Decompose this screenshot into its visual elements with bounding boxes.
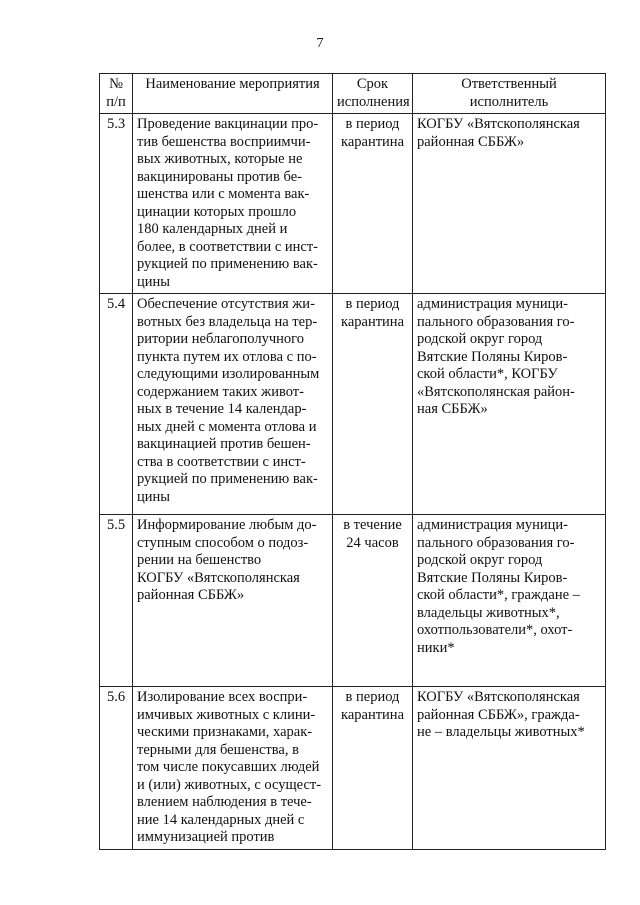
row-term: в период карантина [333,294,413,515]
table-row [100,114,606,294]
table-row [100,294,606,515]
header-term: Срок исполнения [333,74,413,114]
row-measure-name: Информирование любым до- ступным способом о подоз- рении на бешенство КОГБУ «Вятскополянская районная СББЖ» [133,515,333,687]
page-number: 7 [316,36,324,51]
table-header-row [100,74,606,114]
row-responsible: администрация муници- пального образования го- родской округ город Вятские Поляны Киров- ской области*, КОГБУ «Вятскополянская район- ная СББЖ» [413,294,606,515]
row-number: 5.3 [100,114,133,294]
measures-table [99,73,606,850]
row-responsible: КОГБУ «Вятскополянская районная СББЖ», гражда- не – владельцы животных* [413,687,606,850]
row-responsible: администрация муници- пального образования го- родской округ город Вятские Поляны Киров- ской области*, граждане – владельцы животных*, охотпользователи*, охот- ники* [413,515,606,687]
header-responsible: Ответственный исполнитель [413,74,606,114]
header-number: № п/п [100,74,133,114]
row-number: 5.4 [100,294,133,515]
row-responsible: КОГБУ «Вятскополянская районная СББЖ» [413,114,606,294]
row-measure-name: Проведение вакцинации про- тив бешенства восприимчи- вых животных, которые не вакцинированы против бе- шенства или с момента вак- цинации которых прошло 180 календарных дней и более, в соответствии с инст- рукцией по применению вак- цины [133,114,333,294]
row-number: 5.6 [100,687,133,850]
row-term: в период карантина [333,687,413,850]
row-term: в период карантина [333,114,413,294]
header-measure-name: Наименование мероприятия [133,74,333,114]
row-number: 5.5 [100,515,133,687]
table-row [100,687,606,850]
row-measure-name: Обеспечение отсутствия жи- вотных без владельца на тер- ритории неблагополучного пункта путем их отлова с по- следующими изолированным содержанием таких живот- ных в течение 14 календар- ных дней с момента отлова и вакцинацией против бешен- ства в соответствии с инст- рукцией по применению вак- цины [133,294,333,515]
row-measure-name: Изолирование всех воспри- имчивых животных с клини- ческими признаками, харак- терными для бешенства, в том числе покусавших людей и (или) животных, с осущест- влением наблюдения в тече- ние 14 календарных дней с иммунизацией против [133,687,333,850]
row-term: в течение 24 часов [333,515,413,687]
table-row [100,515,606,687]
